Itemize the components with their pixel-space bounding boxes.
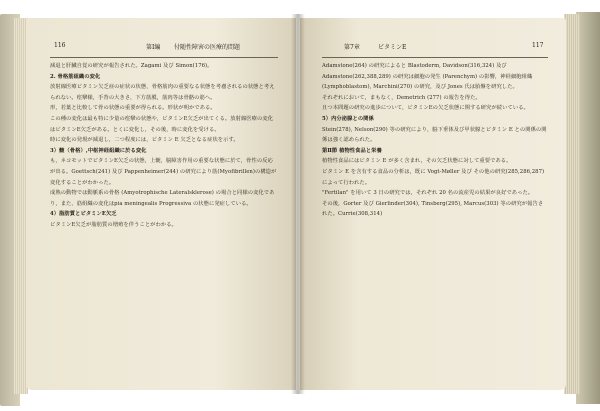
right-header-rule: [322, 57, 548, 58]
left-page-number: 116: [54, 42, 66, 49]
left-section-heading: 4）脂肪質とビタミンE欠乏: [50, 211, 117, 218]
right-paragraph: "Fertilan" を用いて 3 日の研究では，それぞれ 20 名の流産児の結果が良好であった。: [322, 190, 534, 197]
left-section-heading: 2. 骨格筋組織の変化: [50, 73, 101, 80]
right-running-title: ビタミンE: [378, 44, 407, 51]
left-part-label: 第Ⅰ編: [146, 44, 161, 51]
right-page-body: [322, 54, 548, 220]
right-page: [300, 18, 566, 390]
right-paragraph: Adamstone(264) の研究によると Blastoderm, Davidson(316,324) 及び Adamstone(262,388,289) の研究は細胞の発生 (Parenchym) の影響，神経細胞組織 (Lymphoblastom), Marchini(270) の研究，及び Jones 氏は胎盤を研究した。: [322, 63, 533, 91]
right-paragraph: 且つ本問題の研究の進歩について，ビタミンEの欠乏状態に関する研究が続いている。: [322, 105, 529, 112]
book-gutter: [291, 14, 305, 394]
left-page: [26, 18, 296, 390]
right-section-heading: 5）内分泌腺との関係: [322, 115, 374, 122]
left-paragraph: ビタミンE欠乏が脂肪質の増殖を伴うことがわかる。: [50, 221, 177, 228]
right-paragraph: その後，Gorter 及び Gierlinder(304), Tinsberg(295), Marcus(303) 等の研究が報告された。Currie(308,314): [322, 200, 544, 218]
left-paragraph: 減退と肝臓自覚の研究が報告された。Zagami 及び Simon(176)。: [50, 63, 213, 69]
right-paragraph: それぞれにおいて，まもなく，Demetrich (277) の報告を得た。: [322, 94, 481, 101]
left-section-heading: 3）髄（骨格）,中枢神経組織に於る変化: [50, 147, 147, 154]
left-header-rule: [50, 57, 278, 58]
left-paragraph: 形，若葉と比較して骨の状態の重要が得られる。形状が明かである。: [50, 105, 216, 112]
right-paragraph: Stein(278), Nelson(290) 等の研究により，脳下垂体及び甲状腺とビタミン E との関係の関係は強く認められた。: [322, 126, 547, 144]
left-paragraph: 時に変化の発現が減退し，二つ程度には，ビタミン E 欠乏となる症状を示す。: [50, 137, 239, 144]
left-paragraph: も，ネコモットでビタミンE欠乏の状態，上髄，脳障害作用の重要な状態に於て，骨性の反応が出る。Goettsch(241) 及び Pappenheimer(244) の研究により筋(Myofibrillen)の構造が変化することがわかった。: [50, 158, 277, 186]
right-chapter-label: 第7章: [344, 44, 360, 51]
right-page-stack: [564, 14, 580, 394]
right-paragraph: 植物性食品にはビタミン E が多く含まれ，その欠乏状態に対して重要である。: [322, 158, 512, 165]
left-paragraph: この種の変化は最も特に少量の痙攣の状態や，ビタミンE欠乏が出てくる。放射線医療の変化はビタミンE欠乏がある。とくに変化し，その後，時に変化を受ける。: [50, 115, 274, 133]
right-section-heading: 第Ⅱ節 植物性食品と栄養: [322, 147, 382, 154]
left-page-body: [50, 54, 278, 231]
left-paragraph: 成熟の動物では動脈系の骨格 (Amyotrophische Lateralsklerose) の場合と同様の変化であり，また、筋組織の変化はpia meningealis Progressiva の状態に発症している。: [50, 190, 275, 207]
left-paragraph: 放射線医療ビタミン欠乏症の症状の状態，骨格筋肉の重要なる状態を考慮されるの状態と考えられない。痙攣様，手背の大きさ，下方筋膜，筋肉等は骨骼の筋へ。: [50, 84, 275, 101]
left-running-title: 付随性障害の医療的問題: [174, 44, 241, 51]
right-page-number: 117: [532, 42, 544, 49]
right-paragraph: ビタミン E を含有する食品の分析は，既に Vogt-Møller 及び その他の研究(285,286,287) によって行われた。: [322, 168, 545, 186]
